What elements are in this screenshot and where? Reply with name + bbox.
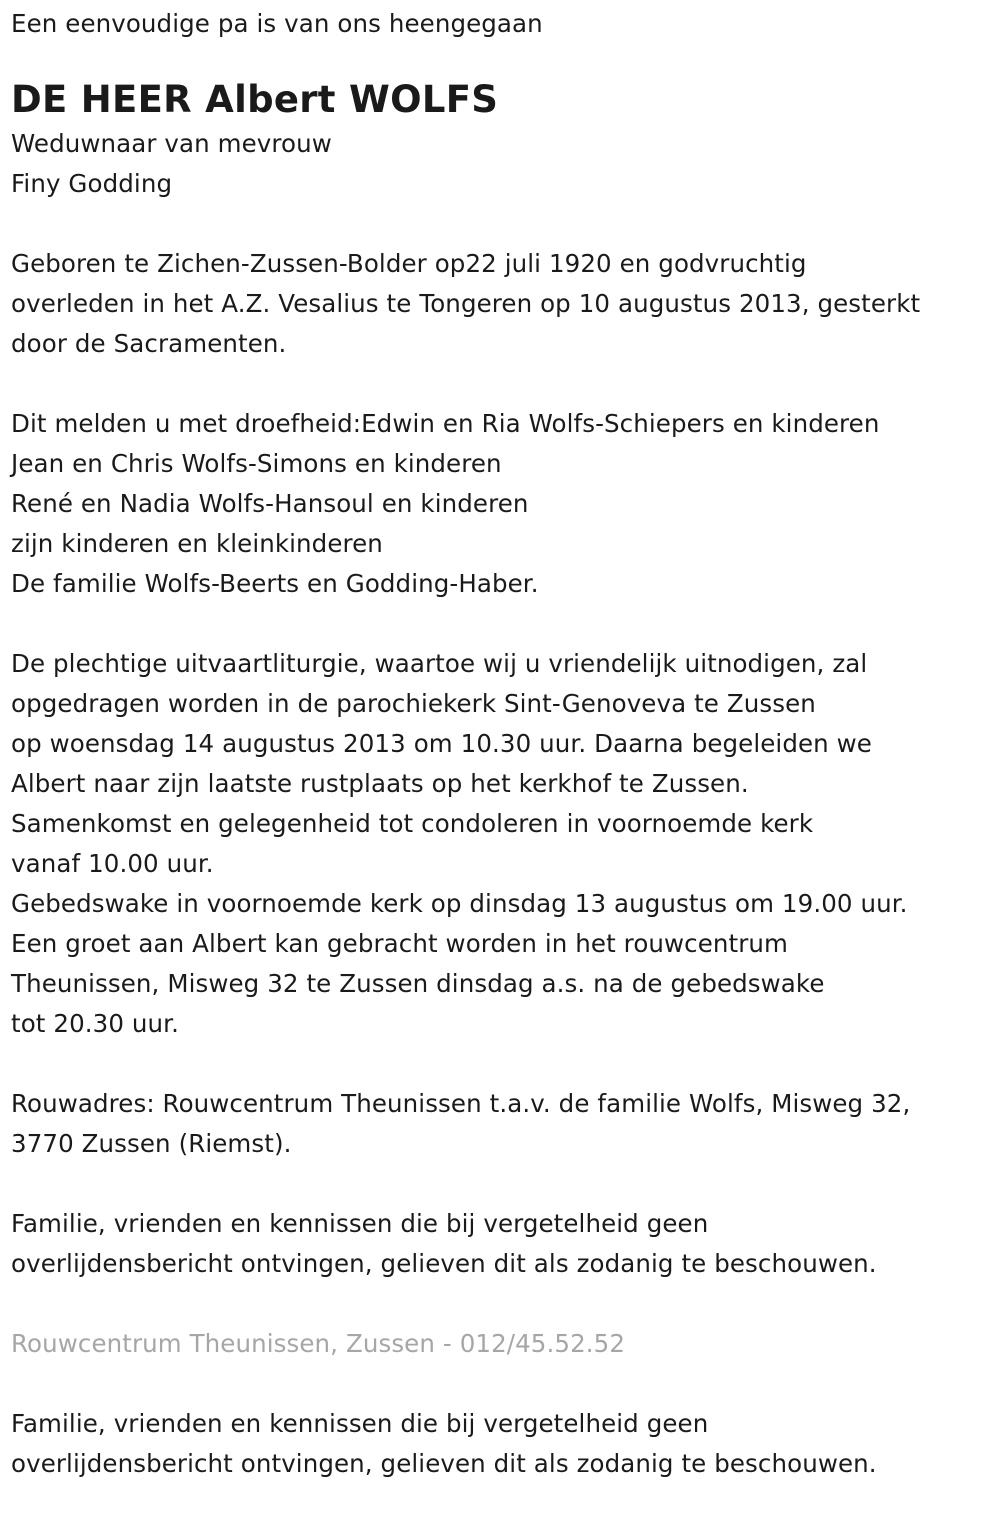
funeral-line: tot 20.30 uur. bbox=[11, 1009, 179, 1038]
family-line: zijn kinderen en kleinkinderen bbox=[11, 529, 383, 558]
birth-death-block bbox=[11, 244, 1000, 364]
intro-line: Een eenvoudige pa is van ons heengegaan bbox=[11, 9, 543, 38]
spouse-line: Finy Godding bbox=[11, 169, 173, 198]
address-line: 3770 Zussen (Riemst). bbox=[11, 1129, 292, 1158]
birth-death-line: door de Sacramenten. bbox=[11, 329, 287, 358]
notice-block bbox=[11, 1204, 1000, 1284]
funeral-line: op woensdag 14 augustus 2013 om 10.30 uur. Daarna begeleiden we bbox=[11, 729, 872, 758]
funeral-block bbox=[11, 644, 1000, 1044]
funeral-line: vanaf 10.00 uur. bbox=[11, 849, 214, 878]
family-line: René en Nadia Wolfs-Hansoul en kinderen bbox=[11, 489, 529, 518]
funeral-line: Theunissen, Misweg 32 te Zussen dinsdag a.s. na de gebedswake bbox=[11, 969, 825, 998]
notice-line: overlijdensbericht ontvingen, gelieven dit als zodanig te beschouwen. bbox=[11, 1249, 877, 1278]
family-line: Jean en Chris Wolfs-Simons en kinderen bbox=[11, 449, 502, 478]
funeral-line: Samenkomst en gelegenheid tot condoleren in voornoemde kerk bbox=[11, 809, 814, 838]
family-block bbox=[11, 404, 1000, 604]
funeral-line: Gebedswake in voornoemde kerk op dinsdag 13 augustus om 19.00 uur. bbox=[11, 889, 908, 918]
birth-death-line: Geboren te Zichen-Zussen-Bolder op22 juli 1920 en godvruchtig bbox=[11, 249, 807, 278]
notice-block-repeat bbox=[11, 1404, 1000, 1484]
funeral-line: De plechtige uitvaartliturgie, waartoe wij u vriendelijk uitnodigen, zal bbox=[11, 649, 868, 678]
funeral-home-contact: Rouwcentrum Theunissen, Zussen - 012/45.52.52 bbox=[11, 1329, 626, 1358]
notice-line: overlijdensbericht ontvingen, gelieven dit als zodanig te beschouwen. bbox=[11, 1449, 877, 1478]
deceased-name: DE HEER Albert WOLFS bbox=[11, 78, 499, 121]
birth-death-line: overleden in het A.Z. Vesalius te Tongeren op 10 augustus 2013, gesterkt bbox=[11, 289, 921, 318]
notice-line: Familie, vrienden en kennissen die bij vergetelheid geen bbox=[11, 1409, 709, 1438]
family-line: Dit melden u met droefheid:Edwin en Ria Wolfs-Schiepers en kinderen bbox=[11, 409, 880, 438]
spouse-line: Weduwnaar van mevrouw bbox=[11, 129, 332, 158]
spouse-block bbox=[11, 124, 1000, 204]
funeral-line: Een groet aan Albert kan gebracht worden in het rouwcentrum bbox=[11, 929, 789, 958]
funeral-line: opgedragen worden in de parochiekerk Sint-Genoveva te Zussen bbox=[11, 689, 816, 718]
funeral-line: Albert naar zijn laatste rustplaats op het kerkhof te Zussen. bbox=[11, 769, 749, 798]
obituary-page bbox=[0, 4, 1000, 1514]
notice-line: Familie, vrienden en kennissen die bij vergetelheid geen bbox=[11, 1209, 709, 1238]
family-line: De familie Wolfs-Beerts en Godding-Haber. bbox=[11, 569, 539, 598]
address-block bbox=[11, 1084, 1000, 1164]
address-line: Rouwadres: Rouwcentrum Theunissen t.a.v. de familie Wolfs, Misweg 32, bbox=[11, 1089, 911, 1118]
